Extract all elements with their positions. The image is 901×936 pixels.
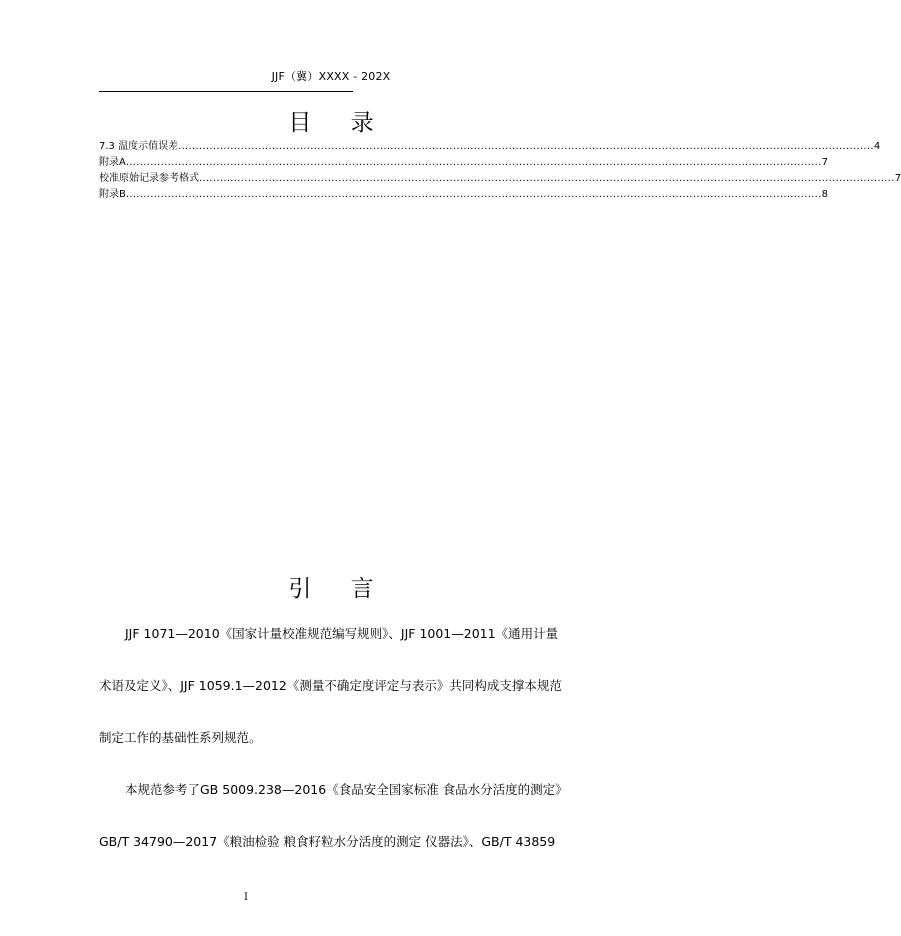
toc-entry[interactable]	[99, 171, 901, 187]
intro-heading: 引 言	[288, 576, 390, 602]
toc-entry-page: 4	[873, 141, 881, 152]
intro-line: 制定工作的基础性系列规范。	[99, 730, 262, 745]
toc-entry[interactable]	[99, 155, 828, 171]
toc-entry-page: 8	[821, 189, 828, 200]
intro-line: GB/T 34790—2017《粮油检验 粮食籽粒水分活度的测定 仪器法》、GB/T 43859	[99, 834, 556, 849]
toc-entry[interactable]	[99, 139, 881, 155]
toc-entry-page: 7	[821, 157, 828, 168]
toc-leader-dots: ........................................................................................................................................................................................................	[178, 141, 874, 152]
toc-entry-label: 附录A	[99, 157, 126, 168]
header-rule	[99, 91, 353, 92]
toc-entry-label: 校准原始记录参考格式	[99, 173, 199, 184]
footer-page-number: I	[244, 892, 248, 903]
toc-entry-label: 7.3 温度示值误差	[99, 141, 179, 152]
toc-entry-label: 附录B	[99, 189, 126, 200]
toc-leader-dots: ........................................................................................................................................................................................................	[199, 173, 895, 184]
toc-leader-dots: ........................................................................................................................................................................................................	[125, 157, 822, 168]
toc-entry[interactable]	[99, 187, 828, 203]
intro-line: JJF 1071—2010《国家计量校准规范编写规则》、JJF 1001—2011《通用计量	[125, 626, 559, 641]
intro-line: 本规范参考了GB 5009.238—2016《食品安全国家标准 食品水分活度的测定》	[125, 782, 568, 797]
header-standard-code: JJF（冀）XXXX - 202X	[271, 70, 391, 83]
intro-line: 术语及定义》、JJF 1059.1—2012《测量不确定度评定与表示》共同构成支撑本规范	[99, 678, 562, 693]
toc-leader-dots: ........................................................................................................................................................................................................	[125, 189, 822, 200]
intro-body	[99, 608, 599, 868]
toc-entry-page: 7	[894, 173, 901, 184]
toc-heading: 目 录	[288, 110, 390, 136]
toc-list	[99, 139, 901, 203]
